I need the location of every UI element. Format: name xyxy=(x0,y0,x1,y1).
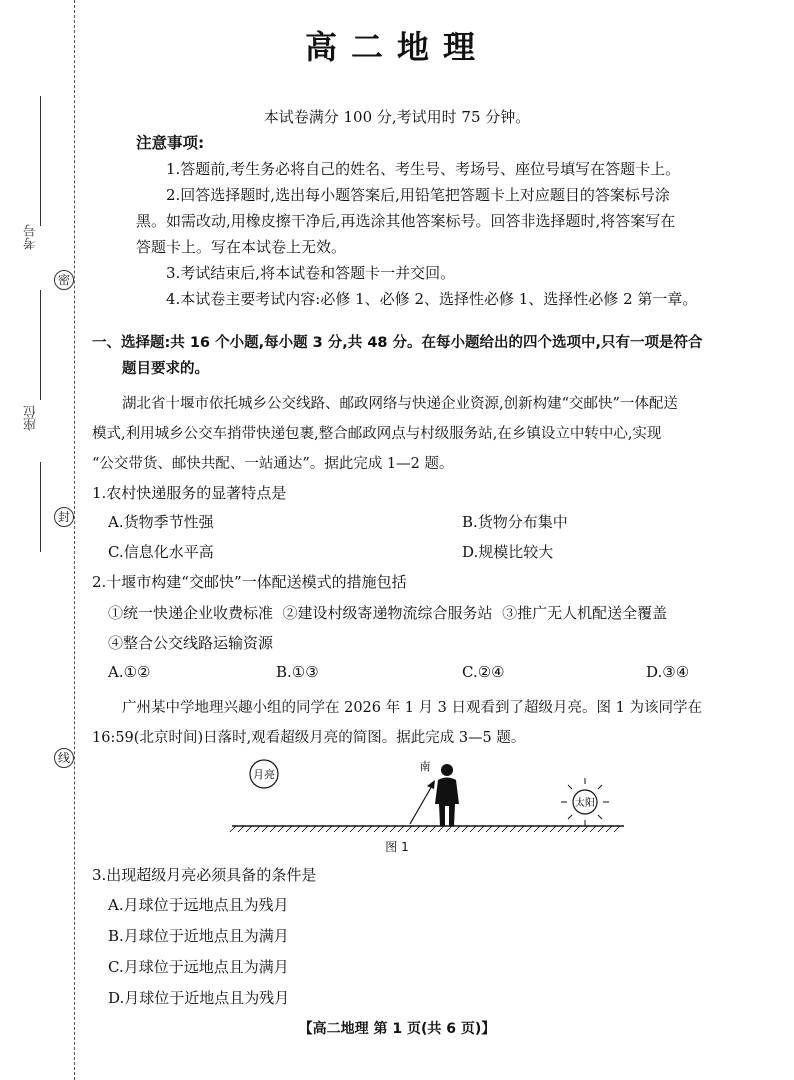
q1-option-a: A.货物季节性强 xyxy=(108,513,214,531)
passage2-line-1: 广州某中学地理兴趣小组的同学在 2026 年 1 月 3 日观看到了超级月亮。图 1 为该同学在 xyxy=(122,700,702,716)
passage2-line-2: 16:59(北京时间)日落时,观看超级月亮的简图。据此完成 3—5 题。 xyxy=(92,730,526,746)
page-footer: 【高二地理 第 1 页(共 6 页)】 xyxy=(298,1021,496,1037)
figure-1-caption: 图 1 xyxy=(385,840,409,854)
q3-option-d: D.月球位于近地点且为残月 xyxy=(108,989,290,1007)
section-heading-line-1: 一、选择题:共 16 个小题,每小题 3 分,共 48 分。在每小题给出的四个选项中,只有一项是符合 xyxy=(92,335,703,351)
q1-option-b: B.货物分布集中 xyxy=(462,513,568,531)
ground-hatching xyxy=(230,826,620,832)
passage1-line-2: 模式,利用城乡公交车捎带快递包裹,整合邮政网点与村级服务站,在乡镇设立中转中心,实现 xyxy=(92,426,662,442)
q2-option-b: B.①③ xyxy=(276,663,319,681)
q3-option-b: B.月球位于近地点且为满月 xyxy=(108,927,289,945)
q2-option-a: A.①② xyxy=(108,663,151,681)
notice-line-2: 2.回答选择题时,选出每小题答案后,用铅笔把答题卡上对应题目的答案标号涂 xyxy=(166,186,670,204)
exam-no-label: 考号 xyxy=(24,224,39,250)
notice-line-5: 3.考试结束后,将本试卷和答题卡一并交回。 xyxy=(166,264,456,282)
sun-label: 太阳 xyxy=(575,798,595,809)
notice-line-6: 4.本试卷主要考试内容:必修 1、必修 2、选择性必修 1、选择性必修 2 第一章。 xyxy=(166,290,698,308)
q1-option-d: D.规模比较大 xyxy=(462,543,554,561)
moon-label: 月亮 xyxy=(253,768,275,781)
q1-stem: 1.农村快递服务的显著特点是 xyxy=(92,484,287,502)
notice-line-1: 1.答题前,考生务必将自己的姓名、考生号、考场号、座位号填写在答题卡上。 xyxy=(166,160,681,178)
exam-info: 本试卷满分 100 分,考试用时 75 分钟。 xyxy=(263,108,531,126)
seal-mi: 密 xyxy=(54,270,74,290)
south-label: 南 xyxy=(419,760,431,773)
q3-stem: 3.出现超级月亮必须具备的条件是 xyxy=(92,866,317,884)
q1-option-c: C.信息化水平高 xyxy=(108,543,214,561)
q3-option-c: C.月球位于远地点且为满月 xyxy=(108,958,289,976)
binding-dashed-line xyxy=(74,0,75,1080)
notice-heading: 注意事项: xyxy=(136,134,205,152)
passage1-line-3: “公交带货、邮快共配、一站通达”。据此完成 1—2 题。 xyxy=(92,456,454,472)
page-title: 高二地理 xyxy=(304,28,489,66)
seat-label: 座位 xyxy=(24,405,39,431)
seat-write-line xyxy=(40,290,41,400)
q2-items-line-1: ①统一快递企业收费标准 ②建设村级寄递物流综合服务站 ③推广无人机配送全覆盖 xyxy=(108,604,668,622)
notice-line-3: 黑。如需改动,用橡皮擦干净后,再选涂其他答案标号。回答非选择题时,将答案写在 xyxy=(136,212,676,230)
q2-stem: 2.十堰市构建“交邮快”一体配送模式的措施包括 xyxy=(92,573,407,591)
figure-1-drawing xyxy=(228,756,628,846)
notice-line-4: 答题卡上。写在本试卷上无效。 xyxy=(136,238,347,256)
seal-xian: 线 xyxy=(54,748,74,768)
q2-option-c: C.②④ xyxy=(462,663,505,681)
figure-1 xyxy=(228,756,628,846)
q3-option-a: A.月球位于远地点且为残月 xyxy=(108,896,289,914)
seal-feng: 封 xyxy=(54,507,74,527)
south-arrow xyxy=(410,784,433,824)
extra-write-line xyxy=(40,462,41,552)
observer-person-icon xyxy=(435,764,459,826)
passage1-line-1: 湖北省十堰市依托城乡公交线路、邮政网络与快递企业资源,创新构建“交邮快”一体配送 xyxy=(122,396,678,412)
q2-option-d: D.③④ xyxy=(646,663,690,681)
section-heading-line-2: 题目要求的。 xyxy=(122,361,209,377)
arrow-head xyxy=(427,780,435,789)
q2-items-line-2: ④整合公交线路运输资源 xyxy=(108,634,274,652)
